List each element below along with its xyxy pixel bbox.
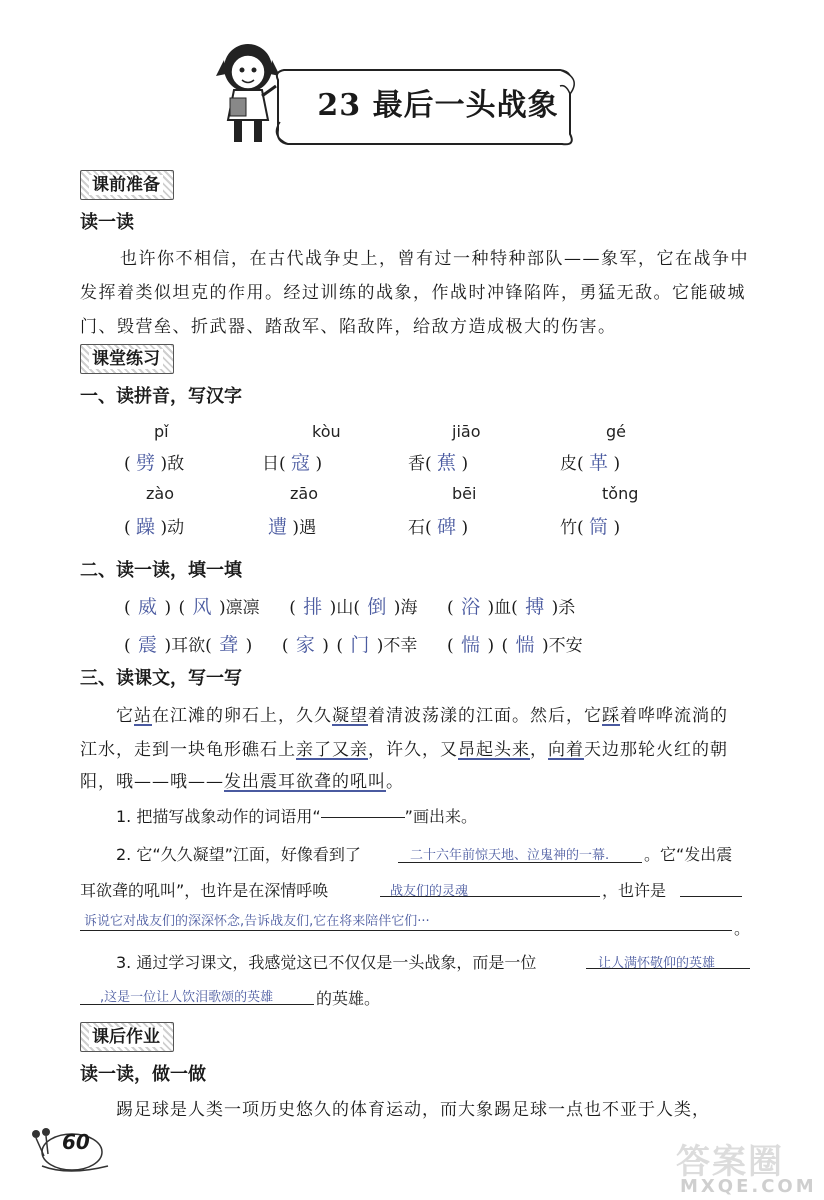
underlined-verb: 发出震耳欲聋的吼叫 — [224, 772, 386, 792]
underlined-verb: 站 — [134, 706, 152, 726]
underlined-verb: 踩 — [602, 706, 620, 726]
underlined-verb: 亲了又亲 — [296, 740, 368, 760]
handwritten-answer: 碑 — [437, 516, 457, 538]
item-2-line-2: 耳欲聋的吼叫”，也许是在深情呼唤 — [80, 881, 329, 900]
pinyin-item: 遭 )遇 — [268, 516, 317, 538]
pinyin: zào — [146, 484, 174, 503]
pinyin-item: ( 躁 )动 — [124, 516, 185, 538]
handwritten-answer: 震 — [138, 634, 158, 656]
handwritten-answer: 威 — [138, 596, 158, 618]
homework-line: 踢足球是人类一项历史悠久的体育运动，而大象踢足球一点也不亚于人类， — [116, 1100, 710, 1120]
pinyin-item: 皮( 革 ) — [560, 452, 621, 474]
pinyin-item: 石( 碑 ) — [408, 516, 469, 538]
item-2-text: 。它“发出震 — [644, 845, 733, 864]
reading-line-1: 也许你不相信，在古代战争史上，曾有过一种特种部队——象军，它在战争中 — [120, 249, 749, 269]
handwritten-answer: 风 — [192, 596, 212, 618]
pinyin: bēi — [452, 484, 477, 503]
handwritten-answer: 二十六年前惊天地、泣鬼神的一幕. — [410, 848, 610, 863]
handwritten-answer: 排 — [303, 596, 323, 618]
handwritten-answer: 遭 — [268, 516, 288, 538]
pinyin-item: 竹( 筒 ) — [560, 516, 621, 538]
item-2-line-1: 2. 它“久久凝望”江面，好像看到了 — [116, 845, 361, 864]
handwritten-answer: 浴 — [461, 596, 481, 618]
underlined-verb: 凝望 — [332, 706, 368, 726]
handwritten-answer: 搏 — [525, 596, 545, 618]
handwritten-answer: 革 — [589, 452, 609, 474]
handwritten-answer: 家 — [295, 634, 315, 656]
handwritten-answer: 寇 — [291, 452, 311, 474]
watermark-logo: 答案圈 — [676, 1142, 784, 1182]
pinyin: tǒng — [602, 484, 639, 503]
handwritten-answer: 蕉 — [437, 452, 457, 474]
handwritten-answer: 惴 — [515, 634, 535, 656]
read-heading: 读一读 — [80, 212, 134, 233]
page-title: 23 最后一头战象 — [317, 88, 559, 123]
reading-line-2: 发挥着类似坦克的作用。经过训练的战象，作战时冲锋陷阵，勇猛无敌。它能破城 — [80, 283, 746, 303]
handwritten-answer: 劈 — [136, 452, 156, 474]
pinyin: gé — [606, 422, 626, 441]
question-2-heading: 二、读一读，填一填 — [80, 560, 242, 581]
section-header-in-class: 课堂练习 — [80, 344, 174, 374]
pinyin-item: 日( 寇 ) — [262, 452, 323, 474]
item-2-end: 。 — [734, 919, 751, 938]
pinyin-item: ( 劈 )敌 — [124, 452, 185, 474]
item-2-text: ，也许是 — [602, 881, 667, 900]
item-1: 1. 把描写战象动作的词语用“ ”画出来。 — [116, 807, 477, 826]
reading-line-3: 门、毁营垒、折武器、踏敌军、陷敌阵，给敌方造成极大的伤害。 — [80, 317, 617, 337]
handwritten-answer: 门 — [350, 634, 370, 656]
passage-line-1: 它站在江滩的卵石上，久久凝望着清波荡漾的江面。然后，它踩着哗哗流淌的 — [116, 706, 728, 726]
section-header-after-class: 课后作业 — [80, 1022, 174, 1052]
question-1-heading: 一、读拼音，写汉字 — [80, 386, 242, 407]
passage-line-3: 阳，哦——哦——发出震耳欲聋的吼叫。 — [80, 772, 404, 792]
section-header-pre-class: 课前准备 — [80, 170, 174, 200]
handwritten-answer: 惴 — [461, 634, 481, 656]
handwritten-answer: 聋 — [219, 634, 239, 656]
pinyin-item: 香( 蕉 ) — [408, 452, 469, 474]
item-3-line-2: 的英雄。 — [316, 989, 381, 1008]
idiom-row-2: ( 震 )耳欲( 聋 ) ( 家 ) ( 门 )不幸 ( 惴 ) ( 惴 )不安 — [124, 634, 583, 656]
pinyin: pǐ — [154, 422, 169, 441]
page-number: 60 — [62, 1130, 90, 1154]
pinyin: zāo — [290, 484, 318, 503]
handwritten-answer: 筒 — [589, 516, 609, 538]
homework-heading: 读一读，做一做 — [80, 1064, 206, 1085]
handwritten-answer: 让人满怀敬仰的英雄 — [598, 956, 716, 971]
passage-line-2: 江水，走到一块龟形礁石上亲了又亲，许久，又昂起头来，向着天边那轮火红的朝 — [80, 740, 728, 760]
answer-blank — [680, 896, 742, 897]
question-3-heading: 三、读课文，写一写 — [80, 668, 242, 689]
item-3-line-1: 3. 通过学习课文，我感觉这已不仅仅是一头战象，而是一位 — [116, 953, 537, 972]
handwritten-answer: 倒 — [367, 596, 387, 618]
underlined-verb: 向着 — [548, 740, 584, 760]
answer-blank — [80, 930, 732, 931]
idiom-row-1: ( 威 ) ( 风 )凛凛 ( 排 )山( 倒 )海 ( 浴 )血( 搏 )杀 — [124, 596, 576, 618]
underlined-verb: 昂起头来 — [458, 740, 530, 760]
handwritten-answer: 战友们的灵魂 — [390, 884, 469, 899]
pinyin: jiāo — [452, 422, 481, 441]
pinyin: kòu — [312, 422, 341, 441]
handwritten-answer: ,这是一位让人饮泪歌颂的英雄 — [100, 990, 274, 1005]
handwritten-answer: 躁 — [136, 516, 156, 538]
watermark-url: MXQE.COM — [680, 1176, 817, 1197]
handwritten-answer: 诉说它对战友们的深深怀念,告诉战友们,它在将来陪伴它们··· — [84, 914, 430, 929]
